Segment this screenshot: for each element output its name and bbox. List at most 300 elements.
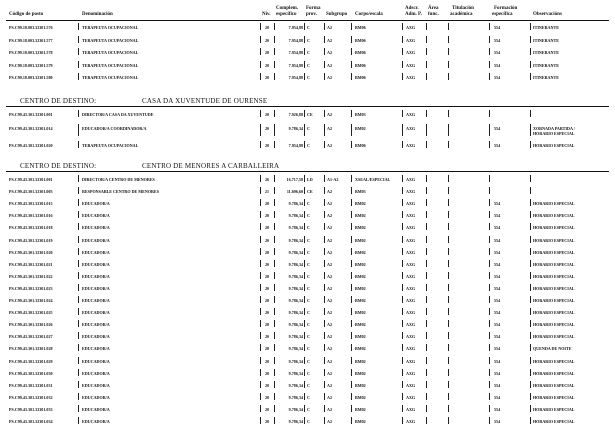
cell-niv: 20 [265, 201, 270, 207]
column-divider [260, 296, 261, 303]
header-denominacion: Denominación [82, 12, 113, 17]
cell-code: PS.C99.43.301.32301.014 [9, 125, 53, 131]
column-divider [402, 308, 403, 315]
cell-forma: C [307, 298, 310, 303]
column-divider [489, 296, 490, 303]
column-divider [260, 199, 261, 206]
cell-form: 554 [494, 25, 501, 30]
column-divider [304, 36, 305, 43]
column-divider [274, 187, 275, 194]
cell-form: 554 [494, 346, 501, 352]
column-divider [304, 284, 305, 291]
cell-form: 554 [494, 322, 501, 328]
column-divider [426, 393, 427, 400]
column-divider [324, 417, 325, 424]
column-divider [402, 417, 403, 424]
cell-den: TERAPEUTA OCUPACIONAL [82, 50, 139, 55]
cell-code: PS.C99.43.301.32301.021 [9, 261, 53, 267]
column-divider [324, 23, 325, 30]
column-divider [78, 248, 79, 255]
column-divider [351, 393, 352, 400]
column-divider [489, 175, 490, 182]
cell-adm: AXG [406, 273, 416, 279]
column-divider [78, 223, 79, 230]
column-divider [78, 73, 79, 80]
column-divider [324, 141, 325, 148]
column-divider [351, 417, 352, 424]
column-divider [351, 405, 352, 412]
header-forma: Forma [306, 6, 321, 11]
column-divider [530, 308, 531, 315]
column-divider [530, 48, 531, 55]
column-divider [530, 260, 531, 267]
cell-form: 554 [494, 273, 501, 279]
cell-code: PS.C99.43.301.32301.025 [9, 310, 53, 316]
column-divider [304, 381, 305, 388]
cell-niv: 20 [265, 75, 270, 80]
column-divider [426, 248, 427, 255]
cell-obs: HORARIO ESPECIAL [533, 322, 575, 328]
column-divider [402, 187, 403, 194]
column-divider [402, 61, 403, 68]
cell-forma: C [307, 143, 310, 148]
column-divider [304, 175, 305, 182]
cell-sub: A2 [327, 285, 333, 291]
header-adm-p: Adm. P. [405, 12, 422, 17]
column-divider [274, 357, 275, 364]
column-divider [351, 124, 352, 136]
cell-obs: HORARIO ESPECIAL [533, 310, 575, 316]
cell-forma: CE [307, 112, 313, 117]
column-divider [402, 124, 403, 136]
cell-adm: AXG [406, 322, 416, 328]
column-divider [260, 211, 261, 218]
cell-form: 554 [494, 285, 501, 291]
cell-niv: 20 [265, 394, 270, 400]
cell-corpo: BM02 [355, 237, 366, 243]
column-divider [448, 187, 449, 194]
cell-den: TERAPEUTA OCUPACIONAL [82, 62, 139, 68]
column-divider [324, 308, 325, 315]
header-complem: Complem. [276, 6, 299, 11]
column-divider [426, 110, 427, 117]
column-divider [351, 223, 352, 230]
column-divider [260, 141, 261, 148]
cell-comp: 7.954,88 [288, 75, 303, 80]
column-divider [426, 381, 427, 388]
cell-form: 554 [494, 237, 501, 243]
column-divider [274, 272, 275, 279]
cell-code: PS.C99.43.301.32301.001 [9, 177, 53, 182]
cell-niv: 20 [265, 37, 270, 43]
column-divider [304, 199, 305, 206]
column-divider [489, 417, 490, 424]
column-divider [530, 405, 531, 412]
column-divider [78, 405, 79, 412]
cell-forma: C [307, 322, 310, 328]
cell-code: PS.C99.43.301.32301.029 [9, 358, 53, 364]
cell-sub: A2 [327, 62, 333, 68]
cell-obs: ITINERANTE [533, 25, 559, 30]
column-divider [324, 344, 325, 351]
column-divider [78, 110, 79, 117]
column-divider [448, 417, 449, 424]
column-divider [274, 369, 275, 376]
column-divider [324, 236, 325, 243]
column-divider [304, 211, 305, 218]
column-divider [448, 260, 449, 267]
cell-forma: C [307, 346, 310, 352]
cell-niv: 20 [265, 62, 270, 68]
column-divider [448, 211, 449, 218]
column-divider [351, 73, 352, 80]
column-divider [530, 236, 531, 243]
cell-den: EDUCADOR/A [82, 394, 110, 400]
cell-sub: A2 [327, 201, 333, 207]
cell-form: 554 [494, 62, 501, 68]
cell-niv: 20 [265, 225, 270, 231]
cell-niv: 20 [265, 370, 270, 376]
column-divider [402, 320, 403, 327]
cell-code: PS.C99.43.301.32301.016 [9, 213, 53, 219]
cell-adm: AXG [406, 62, 416, 68]
column-divider [489, 187, 490, 194]
column-divider [402, 48, 403, 55]
column-divider [426, 405, 427, 412]
cell-obs: QUENDA DE NOITE [533, 346, 572, 352]
cell-sub: A2 [327, 125, 333, 131]
cell-obs: HORARIO ESPECIAL [533, 261, 575, 267]
column-divider [260, 61, 261, 68]
cell-forma: C [307, 62, 310, 68]
cell-corpo: BM02 [355, 225, 366, 231]
cell-adm: AXG [406, 213, 416, 219]
column-divider [324, 296, 325, 303]
column-divider [448, 284, 449, 291]
cell-forma: CE [307, 189, 313, 195]
column-divider [426, 223, 427, 230]
cell-niv: 20 [265, 112, 270, 117]
column-divider [324, 332, 325, 339]
cell-den: EDUCADOR/A [82, 213, 110, 219]
cell-sub: A2 [327, 112, 333, 117]
cell-forma: C [307, 37, 310, 43]
column-divider [260, 357, 261, 364]
cell-code: PS.C99.18.003.32301.580 [9, 75, 53, 80]
cell-sub: A2 [327, 143, 333, 148]
cell-code: PS.C99.43.301.32301.028 [9, 346, 53, 352]
cell-niv: 20 [265, 298, 270, 303]
cell-code: PS.C99.43.301.32301.034 [9, 419, 53, 424]
cell-sub: A2 [327, 75, 333, 80]
cell-code: PS.C99.43.301.32301.003 [9, 189, 53, 195]
cell-code: PS.C99.43.301.32301.018 [9, 225, 53, 231]
cell-comp: 9.786,34 [288, 310, 303, 316]
header-adscr: Adscr. [405, 6, 419, 11]
column-divider [274, 175, 275, 182]
column-divider [78, 23, 79, 30]
column-divider [304, 260, 305, 267]
cell-form: 554 [494, 201, 501, 207]
cell-niv: 20 [265, 143, 270, 148]
header-area: Área [428, 6, 439, 11]
column-divider [324, 369, 325, 376]
cell-sub: A2 [327, 334, 333, 340]
cell-corpo: BM02 [355, 201, 366, 207]
column-divider [78, 308, 79, 315]
cell-comp: 7.954,88 [288, 37, 303, 43]
cell-sub: A2 [327, 213, 333, 219]
cell-obs: HORARIO ESPECIAL [533, 213, 575, 219]
column-divider [304, 73, 305, 80]
cell-corpo: BM02 [355, 273, 366, 279]
column-divider [448, 223, 449, 230]
column-divider [402, 73, 403, 80]
cell-code: PS.C99.43.301.32301.022 [9, 273, 53, 279]
cell-code: PS.C99.43.301.32301.027 [9, 334, 53, 340]
cell-obs: HORARIO ESPECIAL [533, 358, 575, 364]
cell-form: 554 [494, 298, 501, 303]
cell-code: PS.C99.18.003.32301.579 [9, 62, 53, 68]
cell-niv: 20 [265, 213, 270, 219]
column-divider [78, 260, 79, 267]
column-divider [304, 417, 305, 424]
cell-comp: 9.786,34 [288, 273, 303, 279]
column-divider [530, 357, 531, 364]
header-titulacion: Titulación [452, 6, 474, 11]
cell-adm: AXG [406, 237, 416, 243]
column-divider [530, 332, 531, 339]
cell-sub: A2 [327, 261, 333, 267]
cell-sub: A2 [327, 419, 333, 424]
column-divider [448, 344, 449, 351]
cell-adm: AXG [406, 249, 416, 255]
cell-adm: AXG [406, 358, 416, 364]
column-divider [351, 272, 352, 279]
column-divider [426, 284, 427, 291]
header-subgrupo: Subgrupo [326, 12, 348, 17]
column-divider [402, 393, 403, 400]
column-divider [351, 175, 352, 182]
cell-obs: HORARIO ESPECIAL [533, 273, 575, 279]
cell-adm: AXG [406, 75, 416, 80]
cell-obs: HORARIO ESPECIAL [533, 394, 575, 400]
column-divider [324, 381, 325, 388]
column-divider [351, 141, 352, 148]
column-divider [304, 187, 305, 194]
cell-obs: HORARIO ESPECIAL [533, 382, 575, 388]
column-divider [260, 110, 261, 117]
cell-sub: A2 [327, 237, 333, 243]
cell-adm: AXG [406, 394, 416, 400]
column-divider [260, 320, 261, 327]
column-divider [274, 124, 275, 136]
header-academica: académica [450, 12, 473, 17]
column-divider [274, 296, 275, 303]
column-divider [426, 187, 427, 194]
column-divider [448, 61, 449, 68]
cell-sub: A2 [327, 346, 333, 352]
column-divider [489, 320, 490, 327]
cell-adm: AXG [406, 125, 416, 131]
cell-obs: HORARIO ESPECIAL [533, 143, 575, 148]
cell-sub: A2 [327, 225, 333, 231]
cell-comp: 7.926,88 [288, 112, 303, 117]
column-divider [78, 175, 79, 182]
cell-niv: 20 [265, 310, 270, 316]
column-divider [260, 308, 261, 315]
column-divider [489, 357, 490, 364]
header-codigo: Código de posto [9, 12, 44, 17]
cell-corpo: XSEAL/ESPECIAL [355, 177, 391, 182]
cell-forma: C [307, 334, 310, 340]
column-divider [402, 223, 403, 230]
column-divider [426, 260, 427, 267]
column-divider [426, 320, 427, 327]
cell-comp: 9.786,34 [288, 125, 303, 131]
column-divider [274, 23, 275, 30]
column-divider [351, 248, 352, 255]
column-divider [448, 124, 449, 136]
cell-form: 554 [494, 125, 501, 131]
cell-adm: AXG [406, 143, 416, 148]
column-divider [530, 124, 531, 136]
column-divider [274, 36, 275, 43]
column-divider [260, 124, 261, 136]
column-divider [426, 236, 427, 243]
cell-comp: 11.696,60 [286, 189, 303, 195]
column-divider [351, 61, 352, 68]
column-divider [402, 284, 403, 291]
column-divider [489, 344, 490, 351]
column-divider [78, 236, 79, 243]
column-divider [324, 187, 325, 194]
column-divider [448, 36, 449, 43]
column-divider [402, 405, 403, 412]
section2-label: CENTRO DE DESTINO: [20, 97, 97, 105]
cell-form: 554 [494, 249, 501, 255]
column-divider [260, 272, 261, 279]
cell-niv: 20 [265, 322, 270, 328]
column-divider [351, 23, 352, 30]
cell-code: PS.C99.18.003.32301.576 [9, 25, 53, 30]
cell-form: 554 [494, 382, 501, 388]
column-divider [448, 23, 449, 30]
cell-comp: 9.786,34 [288, 394, 303, 400]
column-divider [260, 369, 261, 376]
column-divider [402, 357, 403, 364]
column-divider [78, 296, 79, 303]
column-divider [351, 260, 352, 267]
column-divider [78, 36, 79, 43]
column-divider [448, 296, 449, 303]
column-divider [489, 199, 490, 206]
column-divider [530, 284, 531, 291]
column-divider [274, 332, 275, 339]
column-divider [489, 211, 490, 218]
column-divider [489, 248, 490, 255]
column-divider [489, 236, 490, 243]
cell-sub: A2 [327, 310, 333, 316]
column-divider [324, 61, 325, 68]
column-divider [78, 61, 79, 68]
cell-form: 554 [494, 310, 501, 316]
column-divider [78, 369, 79, 376]
cell-sub: A2 [327, 394, 333, 400]
column-divider [426, 357, 427, 364]
column-divider [448, 308, 449, 315]
cell-adm: AXG [406, 261, 416, 267]
cell-code: PS.C99.43.301.32301.015 [9, 201, 53, 207]
column-divider [324, 73, 325, 80]
column-divider [351, 369, 352, 376]
column-divider [324, 48, 325, 55]
cell-adm: AXG [406, 189, 416, 195]
column-divider [304, 61, 305, 68]
column-divider [426, 272, 427, 279]
column-divider [274, 73, 275, 80]
column-divider [260, 236, 261, 243]
cell-code: PS.C99.43.301.32301.030 [9, 370, 53, 376]
column-divider [489, 61, 490, 68]
column-divider [489, 308, 490, 315]
column-divider [78, 332, 79, 339]
column-divider [402, 110, 403, 117]
cell-comp: 7.954,88 [288, 25, 303, 30]
column-divider [402, 369, 403, 376]
cell-code: PS.C99.43.301.32301.024 [9, 298, 53, 303]
cell-den: TERAPEUTA OCUPACIONAL [82, 75, 139, 80]
cell-den: EDUCADOR/A [82, 237, 110, 243]
cell-obs-line2: HORARIO ESPECIAL [533, 130, 575, 136]
column-divider [260, 417, 261, 424]
cell-corpo: BM03 [355, 112, 366, 117]
cell-corpo: BM06 [355, 25, 366, 30]
cell-comp: 9.786,34 [288, 419, 303, 424]
section3-label: CENTRO DE DESTINO: [20, 162, 97, 170]
column-divider [324, 124, 325, 136]
column-divider [402, 236, 403, 243]
cell-comp: 9.786,34 [288, 370, 303, 376]
column-divider [489, 23, 490, 30]
column-divider [448, 175, 449, 182]
column-divider [78, 357, 79, 364]
column-divider [78, 187, 79, 194]
column-divider [274, 48, 275, 55]
column-divider [530, 417, 531, 424]
header-observaciones: Observacións [533, 12, 562, 17]
column-divider [426, 308, 427, 315]
cell-code: PS.C99.43.301.32301.031 [9, 382, 53, 388]
cell-forma: C [307, 125, 310, 131]
cell-obs: HORARIO ESPECIAL [533, 419, 575, 424]
column-divider [426, 73, 427, 80]
column-divider [78, 320, 79, 327]
column-divider [426, 369, 427, 376]
column-divider [304, 248, 305, 255]
cell-forma: C [307, 25, 310, 30]
cell-form: 554 [494, 50, 501, 55]
cell-corpo: BM06 [355, 50, 366, 55]
column-divider [304, 48, 305, 55]
cell-code: PS.C99.43.301.32301.020 [9, 249, 53, 255]
column-divider [78, 272, 79, 279]
column-divider [426, 36, 427, 43]
column-divider [489, 332, 490, 339]
cell-comp: 9.786,34 [288, 237, 303, 243]
cell-den: DIRECTOR/A CASA DA XUVENTUDE [82, 112, 154, 117]
cell-comp: 9.786,34 [288, 225, 303, 231]
